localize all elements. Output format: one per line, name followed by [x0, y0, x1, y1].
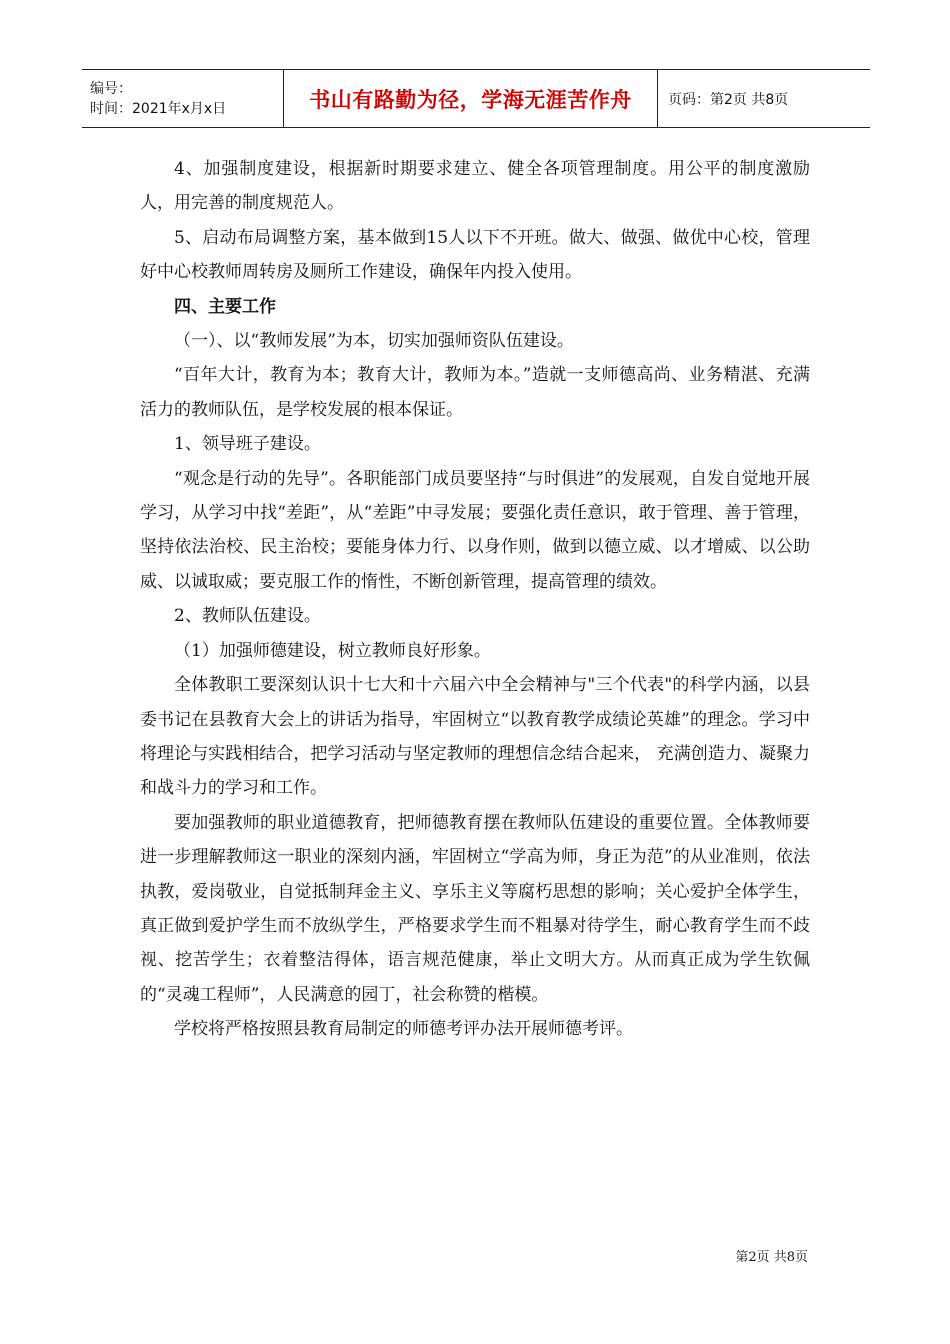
page-footer: 第2页 共8页: [735, 1250, 808, 1265]
subsection-heading: 2、教师队伍建设。: [174, 606, 321, 627]
paragraph: 学校将严格按照县教育局制定的师德考评办法开展师德考评。: [174, 1019, 633, 1040]
document-body: [140, 152, 810, 1047]
header-meta: [82, 70, 284, 127]
paragraph: “百年大计，教育为本；教育大计，教师为本。”造就一支师德高尚、业务精湛、充满活力的教师队伍，是学校发展的根本保证。: [140, 365, 810, 420]
paragraph: 全体教职工要深刻认识十七大和十六届六中全会精神与"三个代表"的科学内涵，以县委书记在县教育大会上的讲话为指导，牢固树立“以教育教学成绩论英雄”的理念。学习中将理论与实践相结合，把学习活动与坚定教师的理想信念结合起来， 充满创造力、凝聚力和战斗力的学习和工作。: [140, 675, 810, 799]
subsection-heading: 1、领导班子建设。: [174, 434, 321, 455]
header-page-info: 页码：第2页 共8页: [668, 91, 789, 108]
subsection-heading: （1）加强师德建设，树立教师良好形象。: [174, 640, 491, 661]
serial-label: 编号：: [90, 80, 132, 97]
header-motto: 书山有路勤为径，学海无涯苦作舟: [284, 70, 658, 127]
date-label: 时间：2021年x月x日: [90, 100, 227, 117]
paragraph: 要加强教师的职业道德教育，把师德教育摆在教师队伍建设的重要位置。全体教师要进一步理解教师这一职业的深刻内涵，牢固树立“学高为师，身正为范”的从业准则，依法执教，爱岗敬业，自觉抵制拜金主义、享乐主义等腐朽思想的影响；关心爱护全体学生，真正做到爱护学生而不放纵学生，严格要求学生而不粗暴对待学生，耐心教育学生而不歧视、挖苦学生；衣着整洁得体，语言规范健康，举止文明大方。从而真正成为学生钦佩的“灵魂工程师”，人民满意的园丁，社会称赞的楷模。: [140, 812, 810, 1005]
paragraph: “观念是行动的先导”。各职能部门成员要坚持“与时俱进”的发展观，自发自觉地开展学习，从学习中找“差距”，从“差距”中寻发展；要强化责任意识，敢于管理、善于管理，坚持依法治校、民主治校；要能身体力行、以身作则，做到以德立威、以才增威、以公助威、以诚取威；要克服工作的惰性，不断创新管理，提高管理的绩效。: [140, 468, 810, 592]
subsection-heading: （一）、以“教师发展”为本，切实加强师资队伍建设。: [174, 331, 574, 352]
page-header: [82, 69, 870, 128]
paragraph: 5、启动布局调整方案，基本做到15人以下不开班。做大、做强、做优中心校，管理好中心校教师周转房及厕所工作建设，确保年内投入使用。: [140, 227, 810, 283]
paragraph: 4、加强制度建设，根据新时期要求建立、健全各项管理制度。用公平的制度激励人，用完善的制度规范人。: [140, 159, 810, 214]
section-heading: 四、主要工作: [174, 296, 276, 317]
